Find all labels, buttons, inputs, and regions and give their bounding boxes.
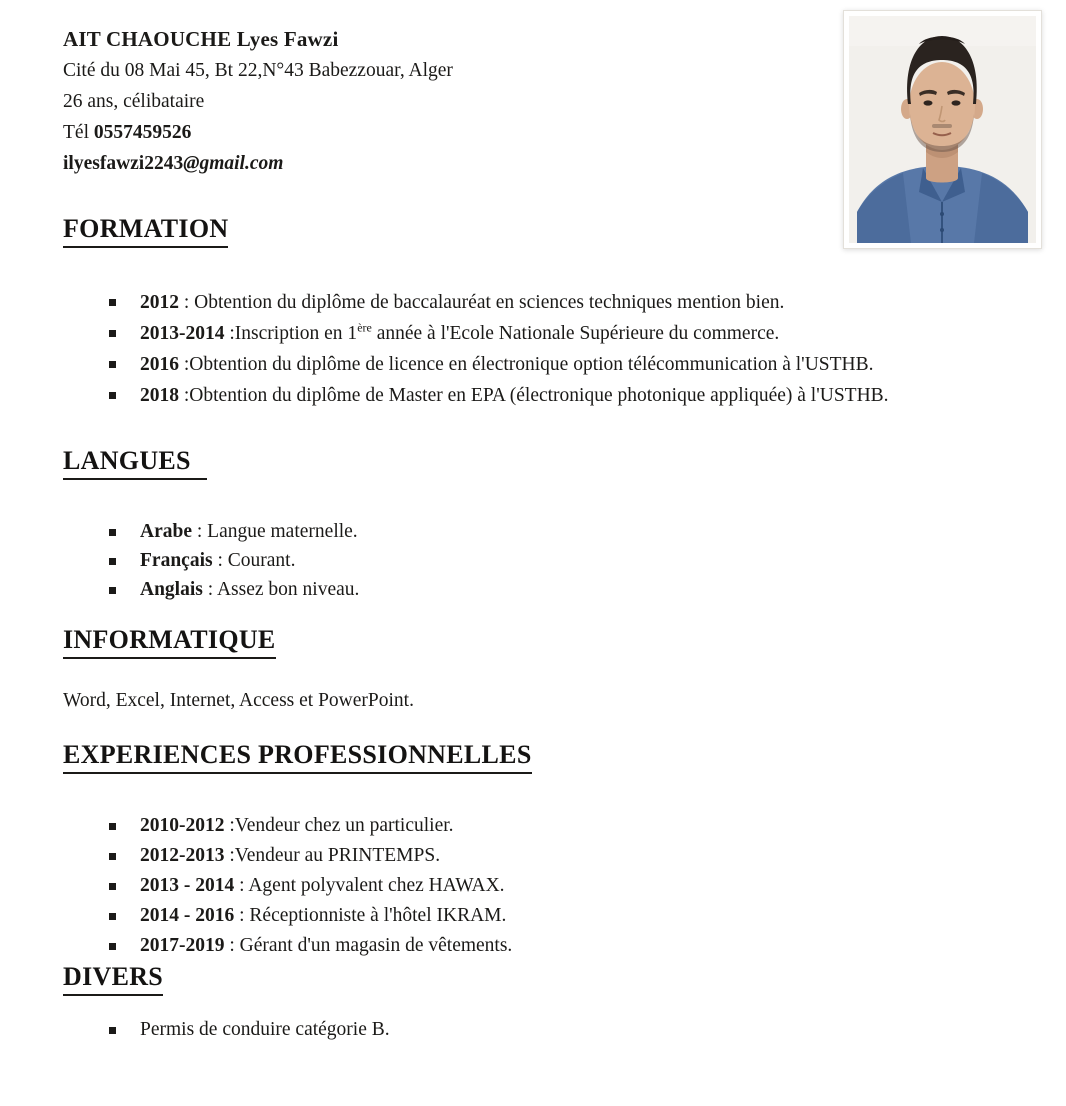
- bullet-icon: [109, 823, 116, 830]
- candidate-address: Cité du 08 Mai 45, Bt 22,N°43 Babezzouar, Alger: [63, 60, 453, 81]
- bullet-icon: [109, 392, 116, 399]
- formation-item: 2012 : Obtention du diplôme de baccalauréat en sciences techniques mention bien.: [63, 287, 1004, 318]
- experiences-list: [63, 811, 1004, 961]
- informatique-paragraph: Word, Excel, Internet, Access et PowerPoint.: [63, 690, 414, 711]
- phone-label: Tél: [63, 122, 94, 143]
- bullet-icon: [109, 1027, 116, 1034]
- experience-item: 2013 - 2014 : Agent polyvalent chez HAWAX.: [63, 871, 1004, 901]
- experience-item: 2012-2013 :Vendeur au PRINTEMPS.: [63, 841, 1004, 871]
- bullet-icon: [109, 330, 116, 337]
- section-heading-langues: LANGUES: [63, 447, 1004, 480]
- langue-item: Anglais : Assez bon niveau.: [63, 575, 1004, 604]
- portrait-illustration: [849, 16, 1036, 243]
- phone-number: 0557459526: [93, 122, 192, 143]
- formation-item: 2013-2014 :Inscription en 1ère année à l'Ecole Nationale Supérieure du commerce.: [63, 318, 1004, 349]
- langues-list: [63, 517, 1004, 604]
- langue-item: Français : Courant.: [63, 546, 1004, 575]
- bullet-icon: [109, 361, 116, 368]
- candidate-age-status: 26 ans, célibataire: [63, 91, 205, 112]
- section-heading-formation: FORMATION: [63, 215, 1004, 248]
- formation-item: 2018 :Obtention du diplôme de Master en EPA (électronique photonique appliquée) à l'USTHB.: [63, 380, 1004, 411]
- section-heading-experiences: EXPERIENCES PROFESSIONNELLES: [63, 741, 1004, 774]
- experience-item: 2014 - 2016 : Réceptionniste à l'hôtel IKRAM.: [63, 901, 1004, 931]
- candidate-name: AIT CHAOUCHE Lyes Fawzi: [63, 27, 339, 51]
- section-heading-divers: DIVERS: [63, 963, 1004, 996]
- bullet-icon: [109, 587, 116, 594]
- bullet-icon: [109, 913, 116, 920]
- divers-list: [63, 1015, 1004, 1044]
- bullet-icon: [109, 943, 116, 950]
- bullet-icon: [109, 883, 116, 890]
- id-photo: [843, 10, 1042, 249]
- email-domain: @gmail.com: [183, 153, 284, 174]
- formation-item: 2016 :Obtention du diplôme de licence en électronique option télécommunication à l'USTHB.: [63, 349, 1004, 380]
- bullet-icon: [109, 853, 116, 860]
- langue-item: Arabe : Langue maternelle.: [63, 517, 1004, 546]
- section-heading-informatique: INFORMATIQUE: [63, 626, 1004, 659]
- experience-item: 2010-2012 :Vendeur chez un particulier.: [63, 811, 1004, 841]
- bullet-icon: [109, 529, 116, 536]
- divers-item: Permis de conduire catégorie B.: [63, 1015, 1004, 1044]
- experience-item: 2017-2019 : Gérant d'un magasin de vêtements.: [63, 931, 1004, 961]
- email-user: ilyesfawzi2243: [63, 153, 184, 174]
- formation-list: [63, 287, 1004, 411]
- bullet-icon: [109, 299, 116, 306]
- bullet-icon: [109, 558, 116, 565]
